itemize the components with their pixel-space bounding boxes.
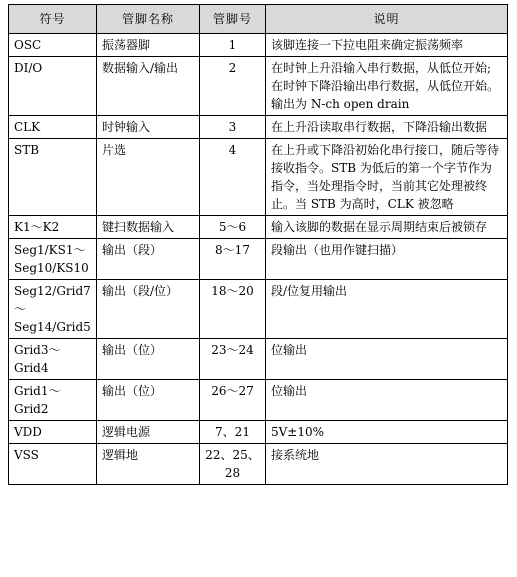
- table-row: [9, 421, 508, 444]
- table-row: [9, 280, 508, 339]
- cell-pin-number: 5～6: [200, 216, 266, 239]
- cell-description: 5V±10%: [266, 421, 508, 444]
- cell-description: 输入该脚的数据在显示周期结束后被锁存: [266, 216, 508, 239]
- cell-description: 位输出: [266, 339, 508, 380]
- cell-pin-number: 8～17: [200, 239, 266, 280]
- cell-pin-number: 22、25、28: [200, 444, 266, 485]
- cell-pin-name: 键扫数据输入: [97, 216, 200, 239]
- cell-description: 该脚连接一下拉电阻来确定振荡频率: [266, 34, 508, 57]
- table-row: [9, 216, 508, 239]
- cell-pin-name: 逻辑地: [97, 444, 200, 485]
- header-symbol: 符号: [9, 5, 97, 34]
- cell-pin-name: 数据输入/输出: [97, 57, 200, 116]
- header-pin-name: 管脚名称: [97, 5, 200, 34]
- cell-pin-name: 逻辑电源: [97, 421, 200, 444]
- table-row: [9, 57, 508, 116]
- cell-pin-name: 片选: [97, 139, 200, 216]
- table-row: [9, 239, 508, 280]
- cell-description: 位输出: [266, 380, 508, 421]
- cell-description: 在上升或下降沿初始化串行接口，随后等待接收指令。STB 为低后的第一个字节作为指令，当处理指令时，当前其它处理被终止。当 STB 为高时，CLK 被忽略: [266, 139, 508, 216]
- cell-symbol: VDD: [9, 421, 97, 444]
- cell-description: 接系统地: [266, 444, 508, 485]
- cell-pin-number: 4: [200, 139, 266, 216]
- cell-description: 段/位复用输出: [266, 280, 508, 339]
- cell-pin-name: 输出（段）: [97, 239, 200, 280]
- cell-description: 在上升沿读取串行数据，下降沿输出数据: [266, 116, 508, 139]
- cell-description: 在时钟上升沿输入串行数据，从低位开始;在时钟下降沿输出串行数据，从低位开始。输出为 N-ch open drain: [266, 57, 508, 116]
- cell-pin-number: 23～24: [200, 339, 266, 380]
- cell-symbol: VSS: [9, 444, 97, 485]
- pin-table-wrapper: [8, 4, 508, 485]
- table-row: [9, 34, 508, 57]
- cell-symbol: OSC: [9, 34, 97, 57]
- cell-symbol: CLK: [9, 116, 97, 139]
- cell-pin-number: 18～20: [200, 280, 266, 339]
- cell-symbol: Seg1/KS1～Seg10/KS10: [9, 239, 97, 280]
- table-row: [9, 339, 508, 380]
- pin-description-table: [8, 4, 508, 485]
- cell-pin-name: 输出（位）: [97, 339, 200, 380]
- cell-pin-name: 振荡器脚: [97, 34, 200, 57]
- cell-description: 段输出（也用作键扫描）: [266, 239, 508, 280]
- cell-pin-name: 时钟输入: [97, 116, 200, 139]
- table-row: [9, 380, 508, 421]
- cell-pin-name: 输出（段/位）: [97, 280, 200, 339]
- header-description: 说明: [266, 5, 508, 34]
- cell-symbol: K1～K2: [9, 216, 97, 239]
- cell-pin-name: 输出（位）: [97, 380, 200, 421]
- cell-symbol: DI/O: [9, 57, 97, 116]
- table-row: [9, 116, 508, 139]
- table-row: [9, 139, 508, 216]
- table-row: [9, 444, 508, 485]
- cell-pin-number: 7、21: [200, 421, 266, 444]
- cell-pin-number: 2: [200, 57, 266, 116]
- cell-pin-number: 26～27: [200, 380, 266, 421]
- cell-symbol: Seg12/Grid7～Seg14/Grid5: [9, 280, 97, 339]
- cell-symbol: Grid1～Grid2: [9, 380, 97, 421]
- cell-pin-number: 1: [200, 34, 266, 57]
- header-pin-number: 管脚号: [200, 5, 266, 34]
- table-header-row: [9, 5, 508, 34]
- cell-symbol: Grid3～Grid4: [9, 339, 97, 380]
- cell-pin-number: 3: [200, 116, 266, 139]
- cell-symbol: STB: [9, 139, 97, 216]
